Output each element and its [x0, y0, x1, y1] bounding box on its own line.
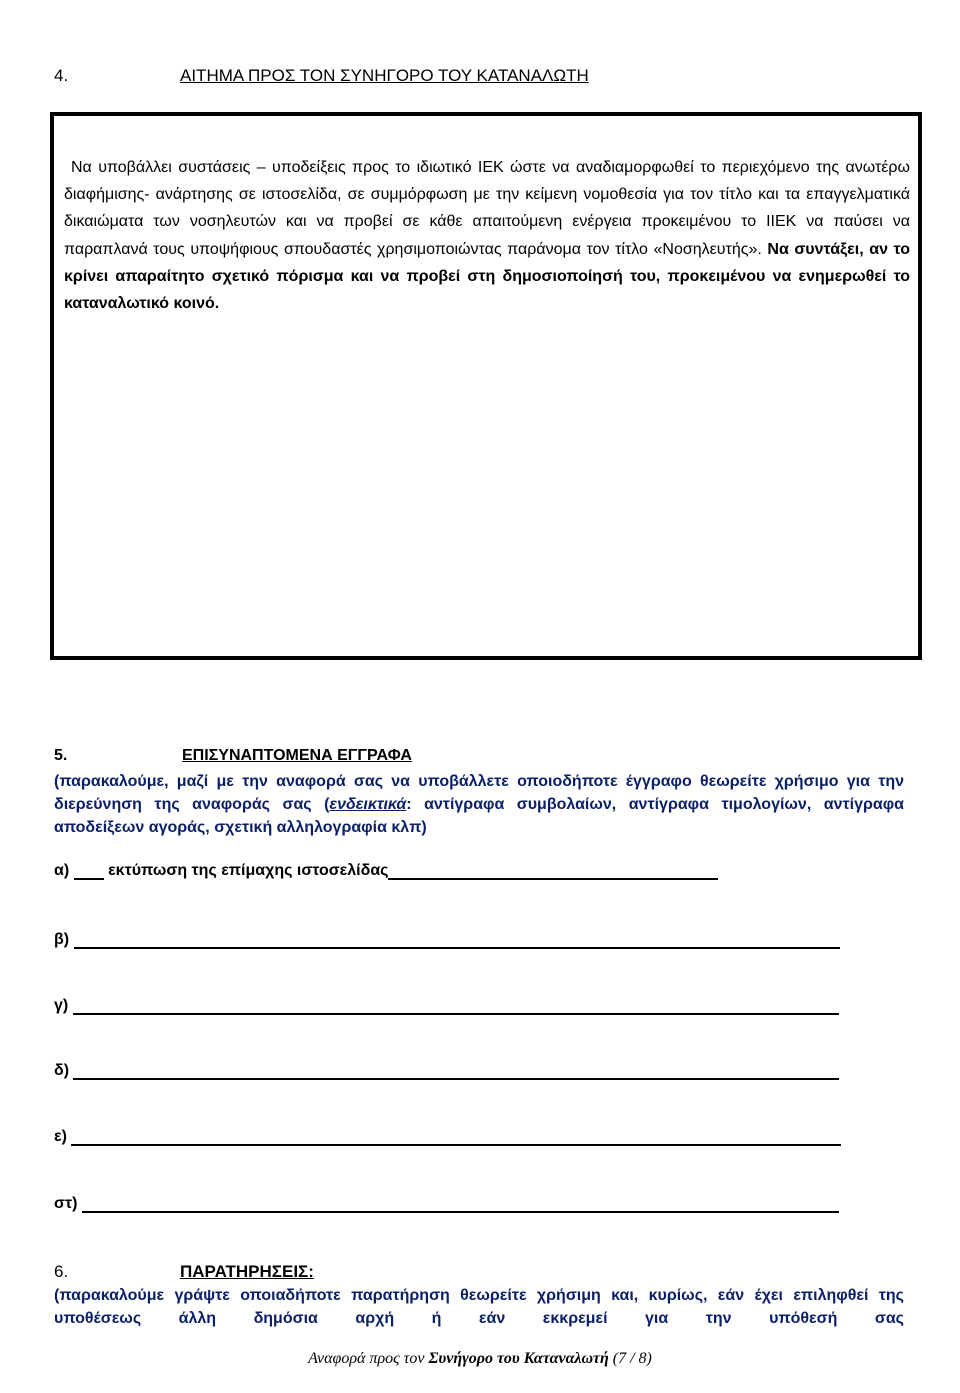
fill-line	[388, 860, 718, 880]
fill-line	[71, 1126, 841, 1146]
attachment-e[interactable]	[54, 1126, 841, 1146]
request-text-box[interactable]	[50, 112, 922, 660]
attachment-label: α)	[54, 862, 70, 879]
attachment-label: γ)	[54, 997, 69, 1014]
page-number: 7	[618, 1350, 627, 1367]
request-text-regular: Να υποβάλλει συστάσεις – υποδείξεις προς το ιδιωτικό ΙΕΚ ώστε να αναδιαμορφωθεί το περιεχόμενο της ανωτέρω διαφήμισης- ανάρτησης σε ιστοσελίδα, σε συμμόρφωση με την κείμενη νομοθεσία για τον τίτλο και τα επαγγελματικά δικαιώματα των νοσηλευτών και να προβεί σε κάθε απαιτούμενη ενέργεια προκειμένου το ΙΙΕΚ να παύσει να παραπλανά τους υποψήφιους σπουδαστές χρησιμοποιώντας παράνομα τον τίτλο «Νοσηλευτής».	[64, 159, 910, 258]
request-text	[64, 154, 910, 317]
attachment-f[interactable]	[54, 1193, 839, 1213]
attachment-value: εκτύπωση της επίμαχης ιστοσελίδας	[108, 862, 389, 879]
section-title: ΠΑΡΑΤΗΡΗΣΕΙΣ:	[180, 1262, 314, 1281]
fill-line	[73, 1060, 839, 1080]
section-title: ΕΠΙΣΥΝΑΠΤΟΜΕΝΑ ΕΓΓΡΑΦΑ	[182, 747, 412, 764]
fill-line	[74, 860, 104, 880]
attachments-note: (παρακαλούμε, μαζί με την αναφορά σας να υποβάλλετε οποιοδήποτε έγγραφο θεωρείτε χρήσιμο για την διερεύνηση της αναφοράς σας (ενδεικτικά: αντίγραφα συμβολαίων, αντίγραφα τιμολογίων, αντίγραφα αποδείξεων αγοράς, σχετική αλληλογραφία κλπ)	[54, 773, 904, 836]
attachment-c[interactable]	[54, 995, 839, 1015]
attachment-label: ε)	[54, 1128, 67, 1145]
page-footer: Αναφορά προς τον Συνήγορο του Καταναλωτή (7 / 8)	[308, 1350, 652, 1367]
attachment-label: στ)	[54, 1195, 78, 1212]
fill-line	[82, 1193, 839, 1213]
section-number: 4.	[54, 66, 69, 85]
remarks-note: (παρακαλούμε γράψτε οποιαδήποτε παρατήρηση θεωρείτε χρήσιμη και, κυρίως, εάν έχει επιληφθεί της υποθέσεως άλλη δημόσια αρχή ή εάν εκκρεμεί για την υπόθεσή σας	[54, 1287, 904, 1327]
fill-line	[73, 995, 839, 1015]
attachment-b[interactable]	[54, 929, 840, 949]
attachment-d[interactable]	[54, 1060, 839, 1080]
section-title: ΑΙΤΗΜΑ ΠΡΟΣ ΤΟΝ ΣΥΝΗΓΟΡΟ ΤΟΥ ΚΑΤΑΝΑΛΩΤΗ	[180, 66, 589, 85]
page-total: 8	[638, 1350, 647, 1367]
indicative-label: ενδεικτικά	[329, 796, 407, 813]
section-number: 6.	[54, 1262, 69, 1281]
attachment-a[interactable]	[54, 860, 718, 880]
section-number: 5.	[54, 747, 68, 764]
fill-line	[74, 929, 840, 949]
attachment-label: δ)	[54, 1062, 70, 1079]
request-text-bold: Να συντάξει, αν το κρίνει απαραίτητο σχετικό πόρισμα και να προβεί στη δημοσιοποίησή του, προκειμένου να ενημερωθεί το καταναλωτικό κοινό.	[64, 240, 911, 313]
attachment-label: β)	[54, 931, 70, 948]
